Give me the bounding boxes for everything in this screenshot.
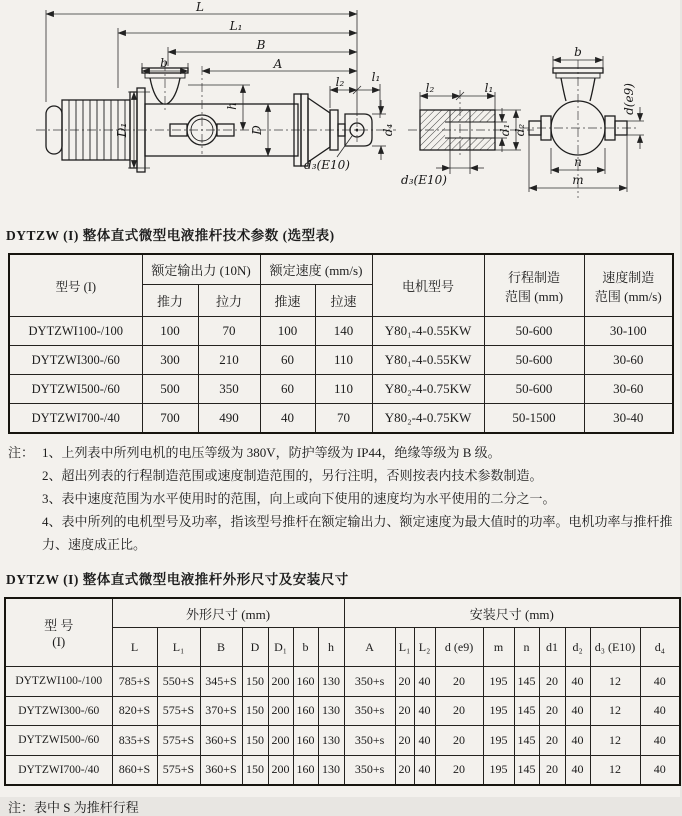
col-header-push-speed: 推速 [260,285,315,317]
cell: 12 [590,667,640,697]
col-header-pull-speed: 拉速 [315,285,372,317]
spec-table-title: DYTZW (I) 整体直式微型电液推杆技术参数 (选型表) [6,228,335,243]
cell: 20 [539,755,565,785]
cell: 575+S [157,755,200,785]
cell: 50-600 [484,346,584,375]
col-header-b: b [293,628,318,667]
table-row [9,404,673,434]
cell: 20 [395,755,414,785]
model-header-line1: 型 号 [44,618,74,633]
cell: 370+S [200,696,242,726]
cell: 40 [260,404,315,434]
section-view [401,81,534,187]
dim-label-A: A [273,57,283,71]
col-header-model: 型号 (I) [9,254,142,317]
cell: Y80₂-4-0.75KW [372,375,484,404]
note-text: 4、表中所列的电机型号及功率，指该型号推杆在额定输出力、额定速度为最大值时的功率。电机功率与推杆推力、速度成正比。 [42,514,673,552]
cell: 30-100 [584,317,673,346]
model-cell: DYTZWI700-/40 [5,755,112,785]
col-header-d4: d₄ [640,628,680,667]
front-cone [294,94,345,166]
stroke-range-line1: 行程制造 [508,269,561,285]
end-view-dimensions [529,45,644,192]
dim-label-sec-d1: d₁ [498,123,512,137]
col-header-de9: d (e9) [435,628,483,667]
col-header-motor: 电机型号 [372,254,484,317]
col-header-stroke-range [484,254,584,317]
cell: 60 [260,375,315,404]
technical-drawing [0,0,680,212]
table-row [9,317,673,346]
col-header-rated-speed: 额定速度 (mm/s) [260,254,372,285]
col-header-h: h [318,628,344,667]
cell: 40 [640,667,680,697]
cell: 200 [268,696,293,726]
cell: 160 [293,726,318,756]
cell: 130 [318,667,344,697]
dim-label-sec-l1: l₁ [484,81,494,95]
cell: 40 [565,726,590,756]
dim-label-b: b [160,56,168,70]
col-header-D1: D₁ [268,628,293,667]
cell: 145 [514,696,539,726]
cell: Y80₁-4-0.55KW [372,317,484,346]
cell: 820+S [112,696,157,726]
cell: 40 [640,696,680,726]
cell: 210 [198,346,260,375]
col-header-speed-range [584,254,673,317]
cell: 30-40 [584,404,673,434]
side-view [36,0,396,172]
cell: 130 [318,755,344,785]
cell: 150 [242,667,268,697]
dim-label-sec-d3: d₃(E10) [401,173,447,187]
col-header-D: D [242,628,268,667]
cell: 70 [198,317,260,346]
cell: 150 [242,755,268,785]
cell: 40 [414,696,435,726]
note-item [8,441,682,464]
cell: 40 [565,755,590,785]
dim-label-l1: l₁ [371,70,381,84]
cell: 145 [514,667,539,697]
speed-range-line1: 速度制造 [602,269,655,285]
cell: 20 [539,667,565,697]
cell: 20 [435,755,483,785]
col-header-LA1: L₁ [395,628,414,667]
model-cell: DYTZWI100-/100 [5,667,112,697]
dim-label-d3: d₃(E10) [304,158,350,172]
cell: 145 [514,726,539,756]
table-row [5,755,680,785]
cell: 40 [640,755,680,785]
col-header-rated-output: 额定输出力 (10N) [142,254,260,285]
cell: 40 [414,755,435,785]
note-item [8,464,682,487]
cell: 130 [318,696,344,726]
model-cell: DYTZWI300-/60 [9,346,142,375]
cell: 200 [268,726,293,756]
cell: 20 [395,667,414,697]
cell: 360+S [200,755,242,785]
cell: 60 [260,346,315,375]
side-view-dimensions [46,0,395,172]
col-header-pull-force: 拉力 [198,285,260,317]
cell: 350+s [344,755,395,785]
cell: 30-60 [584,375,673,404]
speed-range-line2: 范围 (mm/s) [594,288,662,304]
cell: 40 [414,667,435,697]
cell: 350 [198,375,260,404]
cell: 785+S [112,667,157,697]
cell: 360+S [200,726,242,756]
col-header-A: A [344,628,395,667]
cell: 20 [395,726,414,756]
cell: 20 [435,667,483,697]
cell: 195 [483,696,514,726]
dim-label-end-m: m [572,173,584,187]
col-header-L: L [112,628,157,667]
model-cell: DYTZWI500-/60 [5,726,112,756]
cell: Y80₁-4-0.55KW [372,346,484,375]
cell: 160 [293,696,318,726]
col-header-push-force: 推力 [142,285,198,317]
dim-label-sec-d2: d₂ [513,123,527,137]
cell: 20 [435,726,483,756]
cell: 100 [142,317,198,346]
group-header-install: 安装尺寸 (mm) [344,598,680,628]
col-header-model [5,598,112,667]
end-view [520,45,644,198]
model-cell: DYTZWI700-/40 [9,404,142,434]
dim-label-d4: d₄ [381,123,395,137]
cell: 150 [242,726,268,756]
note-item [8,510,682,556]
dim-label-end-de9: d(e9) [622,83,636,115]
col-header-d2: d₂ [565,628,590,667]
cell: 145 [514,755,539,785]
dim-label-D1: D₁ [115,122,129,138]
note-text: 2、超出列表的行程制造范围或速度制造范围的，另行注明，否则按表内技术参数制造。 [42,468,543,483]
cell: 20 [539,696,565,726]
notes-section [8,441,680,556]
cell: Y80₂-4-0.75KW [372,404,484,434]
cell: 835+S [112,726,157,756]
model-header-line2: (I) [52,634,66,649]
cell: 20 [539,726,565,756]
note-text: 1、上列表中所列电机的电压等级为 380V，防护等级为 IP44，绝缘等级为 B 级。 [42,445,501,460]
dimension-table-title: DYTZW (I) 整体直式微型电液推杆外形尺寸及安装尺寸 [6,572,349,587]
cell: 70 [315,404,372,434]
dim-label-l2: l₂ [335,75,345,89]
cell: 50-600 [484,317,584,346]
group-header-outline: 外形尺寸 (mm) [112,598,344,628]
cell: 575+S [157,726,200,756]
note-text: 3、表中速度范围为水平使用时的范围，向上或向下使用的速度均为水平使用的二分之一。 [42,491,556,506]
dim-label-L: L [196,0,204,14]
table-row [5,726,680,756]
cell: 50-1500 [484,404,584,434]
model-cell: DYTZWI500-/60 [9,375,142,404]
table-row [5,696,680,726]
note-item [8,487,682,510]
col-header-L2: L₂ [414,628,435,667]
cell: 20 [395,696,414,726]
col-header-d3: d₃ (E10) [590,628,640,667]
dim-label-L1: L₁ [229,19,243,33]
cell: 300 [142,346,198,375]
cell: 130 [318,726,344,756]
dimension-table [4,597,681,786]
dim-label-h: h [225,102,239,110]
cell: 12 [590,755,640,785]
stroke-range-line2: 范围 (mm) [504,288,564,304]
stroke-footnote: 注：表中 S 为推杆行程 [8,800,139,815]
cell: 40 [414,726,435,756]
col-header-L1: L₁ [157,628,200,667]
spec-table [8,253,674,434]
cell: 100 [260,317,315,346]
cell: 110 [315,375,372,404]
cell: 350+s [344,726,395,756]
cell: 50-600 [484,375,584,404]
cell: 12 [590,726,640,756]
cell: 575+S [157,696,200,726]
table-row [5,667,680,697]
cell: 700 [142,404,198,434]
dim-label-end-b: b [574,45,582,59]
cell: 40 [640,726,680,756]
dim-label-end-n: n [574,155,582,169]
dim-label-D: D [250,125,264,135]
cell: 490 [198,404,260,434]
cell: 195 [483,726,514,756]
cell: 345+S [200,667,242,697]
cell: 200 [268,755,293,785]
table-row [9,375,673,404]
cell: 150 [242,696,268,726]
cell: 200 [268,667,293,697]
cell: 140 [315,317,372,346]
cell: 160 [293,667,318,697]
cell: 110 [315,346,372,375]
cell: 550+S [157,667,200,697]
note-label: 注： [8,445,35,460]
table-row [9,346,673,375]
col-header-d1: d1 [539,628,565,667]
cell: 500 [142,375,198,404]
cell: 195 [483,667,514,697]
cell: 860+S [112,755,157,785]
model-cell: DYTZWI100-/100 [9,317,142,346]
col-header-m: m [483,628,514,667]
cell: 350+s [344,667,395,697]
cell: 160 [293,755,318,785]
model-cell: DYTZWI300-/60 [5,696,112,726]
col-header-n: n [514,628,539,667]
col-header-B: B [200,628,242,667]
cell: 40 [565,696,590,726]
dim-label-sec-l2: l₂ [425,81,435,95]
cell: 350+s [344,696,395,726]
cell: 20 [435,696,483,726]
dim-label-B: B [256,38,266,52]
cell: 40 [565,667,590,697]
cell: 12 [590,696,640,726]
cell: 30-60 [584,346,673,375]
cell: 195 [483,755,514,785]
